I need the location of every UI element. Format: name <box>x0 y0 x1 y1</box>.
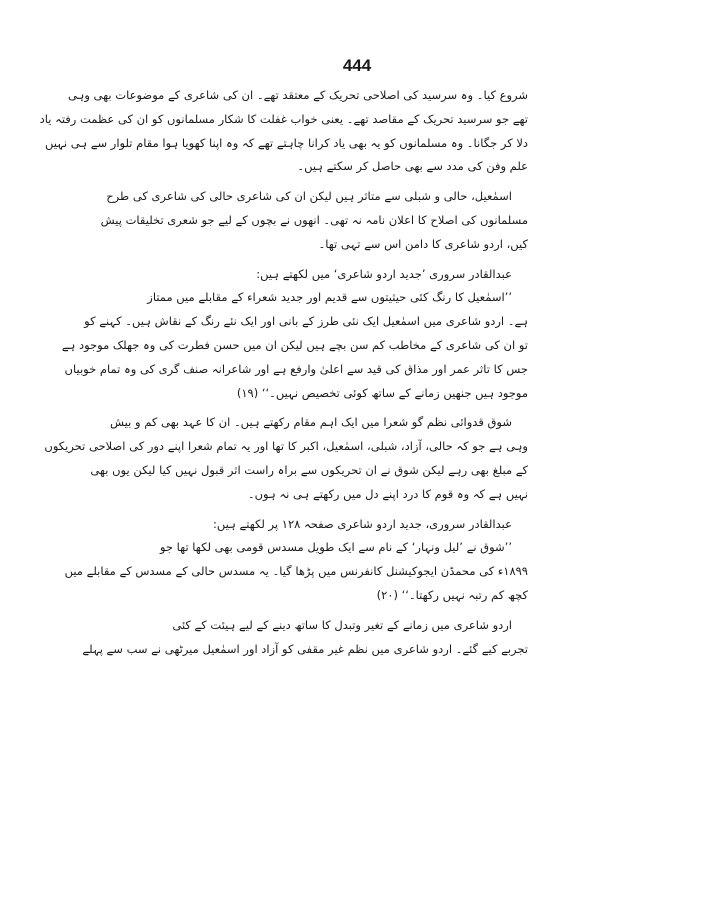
text-line: مسلمانوں کی اصلاح کا اعلان نامہ نہ تھی۔ انھوں نے بچوں کے لیے جو شعری تخلیقات پیش <box>100 212 528 227</box>
text-line: ہے۔ اردو شاعری میں اسمٰعیل ایک نئی طرز کے بانی اور ایک نئے رنگ کے نقاش ہیں۔ کہنے کو <box>84 314 528 329</box>
text-line: ’’اسمٰعیل کا رنگ کئی حیثیتوں سے قدیم اور جدید شعراء کے مقابلے میں ممتاز <box>147 290 512 305</box>
text-line: ۱۸۹۹ء کی محمڈن ایجوکیشنل کانفرنس میں پڑھا گیا۔ یہ مسدس حالی کے مسدس کے مقابلے میں <box>64 564 528 579</box>
text-line: ’’شوق نے ’لیل ونہار‘ کے نام سے ایک طویل مسدس قومی بھی لکھا تھا جو <box>159 540 512 555</box>
text-line: نہیں ہے کہ وہ قوم کا درد اپنے دل میں رکھتے ہی نہ ہوں۔ <box>247 486 528 501</box>
text-line: شروع کیا۔ وہ سرسید کی اصلاحی تحریک کے معتقد تھے۔ ان کی شاعری کے موضوعات بھی وہی <box>68 88 528 102</box>
text-line: عبدالقادر سروری ’جدید اردو شاعری‘ میں لکھتے ہیں: <box>256 266 512 281</box>
text-line: تو ان کی شاعری کے مخاطب کم سن بچے ہیں لیکن ان میں حسن فطرت کی وہ جھلک موجود ہے <box>61 337 528 352</box>
text-line: اردو شاعری میں زمانے کے تغیر وتبدل کا ساتھ دینے کے لیے ہیئت کے کئی <box>172 617 512 632</box>
text-line: جس کا تاثر عمر اور مذاق کی قید سے اعلیٰ وارفع ہے اور شاعرانہ صنف گری کی وہ تمام خوبیاں <box>64 361 528 376</box>
text-line: کے مبلغ بھی رہے لیکن شوق نے ان تحریکوں سے براہ راست اثر قبول نہیں کیا لیکن یوں بھی <box>90 462 528 477</box>
body-text <box>39 84 528 661</box>
text-line: موجود ہیں جنھیں زمانے کے ساتھ کوئی تخصیص نہیں۔‘‘ (۱۹) <box>236 385 528 400</box>
text-line: کچھ کم رتبہ نہیں رکھتا۔‘‘ (۲۰) <box>376 587 528 602</box>
text-line: اسمٰعیل، حالی و شبلی سے متاثر ہیں لیکن ان کی شاعری حالی کی شاعری کی طرح <box>106 189 512 204</box>
text-line: کیں، اردو شاعری کا دامن اس سے تہی تھا۔ <box>318 236 528 251</box>
text-line: وہی ہے جو کہ حالی، آزاد، شبلی، اسمٰعیل، اکبر کا تھا اور یہ تمام شعرا اپنے دور کی اصلاحی تحریکوں <box>44 439 528 454</box>
text-line: تجربے کیے گئے۔ اردو شاعری میں نظم غیر مقفی کو آزاد اور اسمٰعیل میرٹھی نے سب سے پہلے <box>82 641 528 656</box>
text-line: عبدالقادر سروری، جدید اردو شاعری صفحہ ۱۲۸ پر لکھتے ہیں: <box>213 516 512 531</box>
text-line: شوق قدوائی نظم گو شعرا میں ایک اہم مقام رکھتے ہیں۔ ان کا عہد بھی کم و بیش <box>110 415 512 430</box>
text-line: تھے جو سرسید تحریک کے مقاصد تھے۔ یعنی خواب غفلت کا شکار مسلمانوں کو ان کی عظمت رفتہ یاد <box>39 111 528 126</box>
text-line: دلا کر جگانا۔ وہ مسلمانوں کو یہ بھی یاد کرانا چاہتے تھے کہ وہ اپنا کھویا ہوا مقام تلوار سے ہی نہیں <box>44 135 528 150</box>
page-number: 444 <box>342 56 372 75</box>
text-line: علم وفن کی مدد سے بھی حاصل کر سکتے ہیں۔ <box>297 159 528 174</box>
